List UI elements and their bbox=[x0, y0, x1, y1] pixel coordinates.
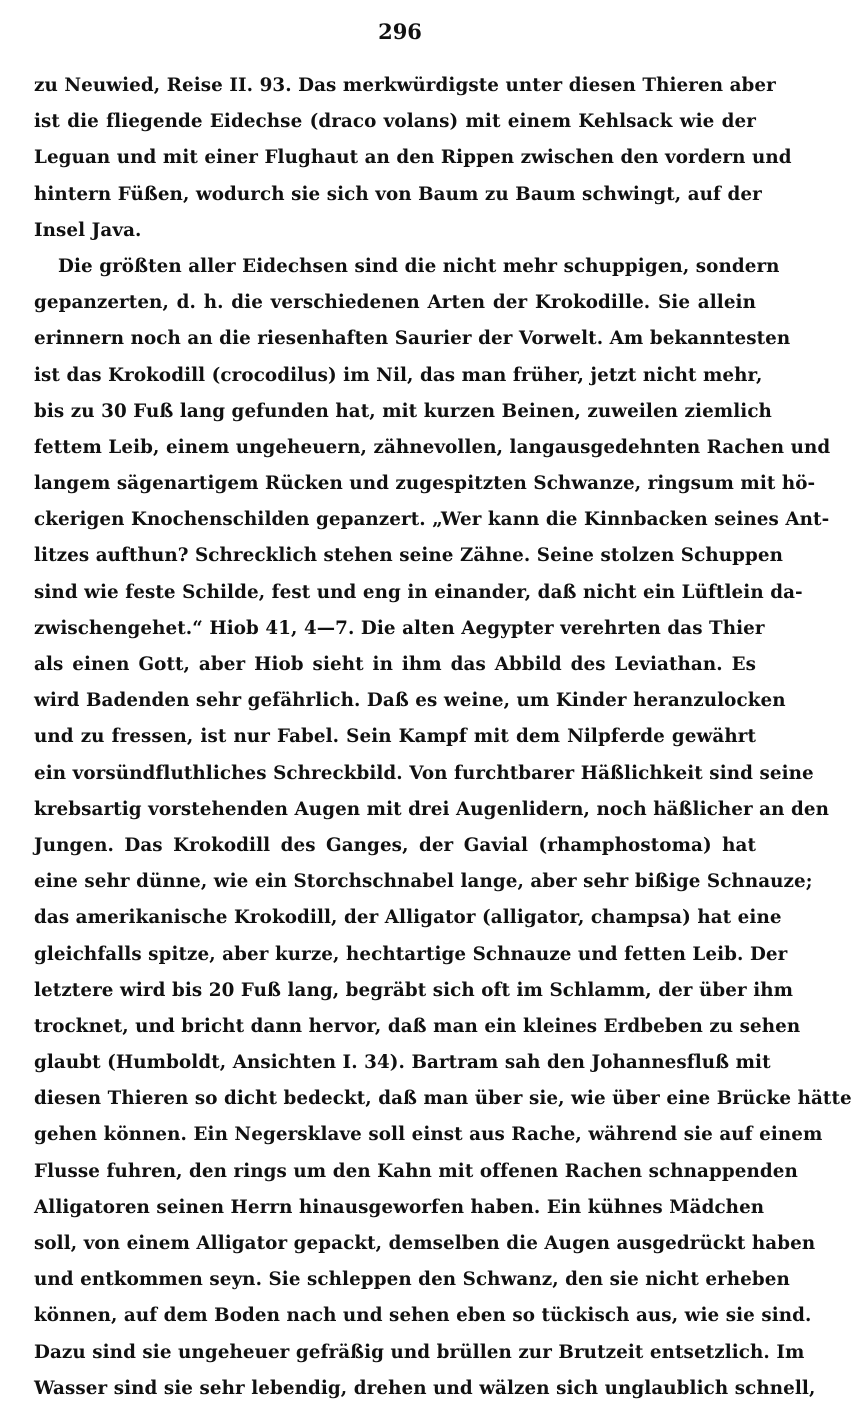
text-line: und entkommen seyn. Sie schleppen den Schwanz, den sie nicht erheben bbox=[34, 1269, 790, 1291]
text-line: gleichfalls spitze, aber kurze, hechtartige Schnauze und fetten Leib. Der bbox=[34, 943, 788, 965]
text-line: glaubt (Humboldt, Ansichten I. 34). Bartram sah den Johannesfluß mit bbox=[34, 1052, 771, 1074]
page-number: 296 bbox=[378, 19, 422, 44]
text-line: diesen Thieren so dicht bedeckt, daß man über sie, wie über eine Brücke hätte bbox=[34, 1088, 852, 1110]
text-line: Wasser sind sie sehr lebendig, drehen und wälzen sich unglaublich schnell, bbox=[34, 1377, 816, 1399]
text-line: letztere wird bis 20 Fuß lang, begräbt sich oft im Schlamm, der über ihm bbox=[34, 979, 794, 1001]
text-line: Flusse fuhren, den rings um den Kahn mit offenen Rachen schnappenden bbox=[34, 1160, 798, 1182]
text-line: Leguan und mit einer Flughaut an den Rippen zwischen den vordern und bbox=[34, 147, 792, 169]
text-line: ist die fliegende Eidechse (draco volans) mit einem Kehlsack wie der bbox=[34, 111, 756, 133]
text-line: Die größten aller Eidechsen sind die nicht mehr schuppigen, sondern bbox=[58, 255, 780, 277]
text-line: ist das Krokodill (crocodilus) im Nil, das man früher, jetzt nicht mehr, bbox=[34, 364, 763, 386]
text-line: erinnern noch an die riesenhaften Saurier der Vorwelt. Am bekanntesten bbox=[34, 328, 791, 350]
text-line: Insel Java. bbox=[34, 219, 142, 241]
text-line: krebsartig vorstehenden Augen mit drei Augenlidern, noch häßlicher an den bbox=[34, 798, 829, 820]
text-line: ein vorsündfluthliches Schreckbild. Von furchtbarer Häßlichkeit sind seine bbox=[34, 762, 814, 784]
text-line: langem sägenartigem Rücken und zugespitzten Schwanze, ringsum mit hö- bbox=[34, 473, 816, 495]
text-line: Jungen. Das Krokodill des Ganges, der Gavial (rhamphostoma) hat bbox=[34, 834, 756, 856]
text-line: Alligatoren seinen Herrn hinausgeworfen haben. Ein kühnes Mädchen bbox=[34, 1196, 765, 1218]
text-line: wird Badenden sehr gefährlich. Daß es weine, um Kinder heranzulocken bbox=[34, 690, 786, 712]
text-line: als einen Gott, aber Hiob sieht in ihm das Abbild des Leviathan. Es bbox=[34, 654, 756, 675]
text-line: ckerigen Knochenschilden gepanzert. „Wer kann die Kinnbacken seines Ant- bbox=[34, 509, 830, 531]
text-line: bis zu 30 Fuß lang gefunden hat, mit kurzen Beinen, zuweilen ziemlich bbox=[34, 400, 772, 422]
text-line: gehen können. Ein Negersklave soll einst aus Rache, während sie auf einem bbox=[34, 1124, 823, 1146]
text-line: zu Neuwied, Reise II. 93. Das merkwürdigste unter diesen Thieren aber bbox=[34, 75, 776, 96]
text-line: zwischengehet.“ Hiob 41, 4—7. Die alten Aegypter verehrten das Thier bbox=[34, 617, 765, 639]
text-line: trocknet, und bricht dann hervor, daß man ein kleines Erdbeben zu sehen bbox=[34, 1015, 801, 1037]
text-line: hintern Füßen, wodurch sie sich von Baum zu Baum schwingt, auf der bbox=[34, 183, 762, 205]
text-line: können, auf dem Boden nach und sehen eben so tückisch aus, wie sie sind. bbox=[34, 1305, 812, 1327]
text-line: eine sehr dünne, wie ein Storchschnabel lange, aber sehr bißige Schnauze; bbox=[34, 871, 813, 893]
text-line: litzes aufthun? Schrecklich stehen seine Zähne. Seine stolzen Schuppen bbox=[34, 545, 784, 567]
body-text bbox=[34, 68, 852, 1407]
text-line: fettem Leib, einem ungeheuern, zähnevollen, langausgedehnten Rachen und bbox=[34, 436, 831, 458]
text-line: und zu fressen, ist nur Fabel. Sein Kampf mit dem Nilpferde gewährt bbox=[34, 726, 756, 748]
text-line: das amerikanische Krokodill, der Alligator (alligator, champsa) hat eine bbox=[34, 907, 782, 929]
text-line: sind wie feste Schilde, fest und eng in einander, daß nicht ein Lüftlein da- bbox=[34, 581, 803, 603]
text-line: gepanzerten, d. h. die verschiedenen Arten der Krokodille. Sie allein bbox=[34, 292, 756, 314]
text-line: soll, von einem Alligator gepackt, demselben die Augen ausgedrückt haben bbox=[34, 1233, 816, 1254]
text-line: Dazu sind sie ungeheuer gefräßig und brüllen zur Brutzeit entsetzlich. Im bbox=[34, 1341, 805, 1363]
